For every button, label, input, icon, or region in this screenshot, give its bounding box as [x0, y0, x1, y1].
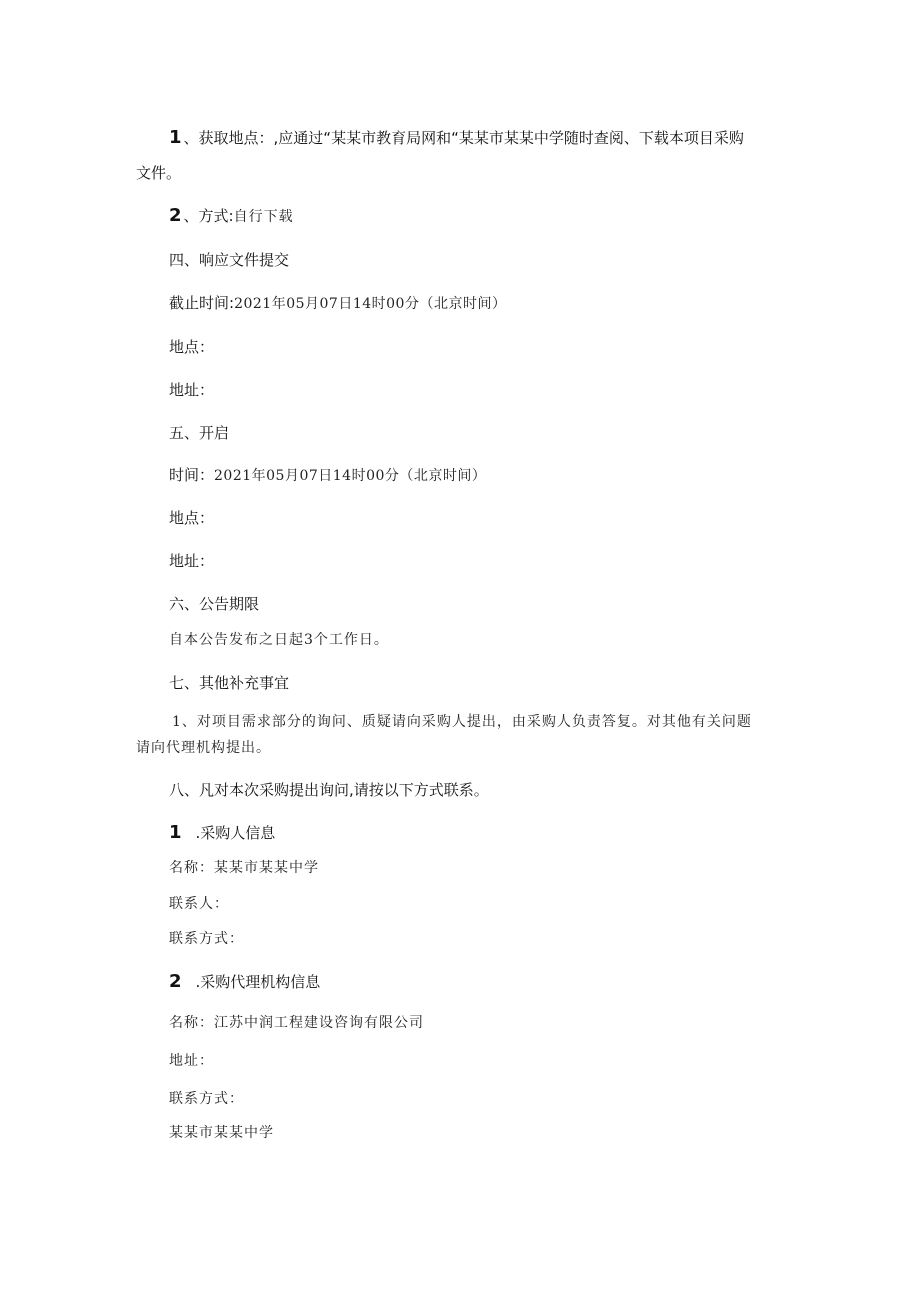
agency-address: 地址： — [169, 1053, 214, 1069]
open-time-line — [169, 465, 486, 486]
section-heading-5: 五、开启 — [169, 424, 230, 442]
item-number: 1 — [169, 822, 182, 843]
submit-place: 地点： — [169, 338, 215, 356]
obtain-location-text: 、获取地点：,应通过“某某市教育局网和“某某市某某中学随时查阅、下载本项目采购 — [183, 129, 744, 147]
buyer-info-title: .采购人信息 — [195, 824, 276, 842]
buyer-name: 名称：某某市某某中学 — [169, 860, 319, 876]
section-heading-6: 六、公告期限 — [169, 595, 260, 613]
supplement-line-2: 请向代理机构提出。 — [136, 740, 271, 756]
buyer-contact: 联系人： — [169, 896, 229, 912]
supplement-line-1: 1、对项目需求部分的询问、质疑请向采购人提出，由采购人负责答复。对其他有关问题 — [172, 714, 752, 730]
agency-phone: 联系方式： — [169, 1091, 244, 1107]
deadline-line — [169, 293, 506, 314]
item-number: 2 — [169, 971, 182, 992]
announcement-period: 自本公告发布之日起3个工作日。 — [169, 632, 389, 648]
section-heading-8: 八、凡对本次采购提出询问,请按以下方式联系。 — [169, 781, 489, 799]
buyer-phone: 联系方式： — [169, 931, 244, 947]
item-number: 2 — [169, 205, 182, 226]
buyer-info-heading — [169, 823, 275, 843]
method-line — [169, 206, 294, 227]
section-heading-4: 四、响应文件提交 — [169, 251, 290, 269]
obtain-location-line — [169, 128, 744, 148]
open-place: 地点： — [169, 509, 215, 527]
open-address: 地址： — [169, 552, 215, 570]
method-label: 、方式: — [183, 207, 234, 225]
agency-info-title: .采购代理机构信息 — [195, 973, 321, 991]
deadline-label: 截止时间: — [169, 294, 235, 312]
deadline-value: 2021年05月07日14时00分（北京时间） — [234, 296, 507, 312]
open-time-label: 时间： — [169, 466, 215, 484]
section-heading-7: 七、其他补充事宜 — [169, 674, 290, 692]
footer-organization: 某某市某某中学 — [169, 1125, 274, 1141]
agency-info-heading — [169, 972, 320, 992]
open-time-value: 2021年05月07日14时00分（北京时间） — [214, 468, 487, 484]
method-value: 自行下载 — [233, 209, 294, 225]
agency-name: 名称：江苏中润工程建设咨询有限公司 — [169, 1015, 424, 1031]
submit-address: 地址： — [169, 381, 215, 399]
item-number: 1 — [169, 127, 182, 148]
obtain-location-continuation: 文件。 — [136, 164, 182, 182]
